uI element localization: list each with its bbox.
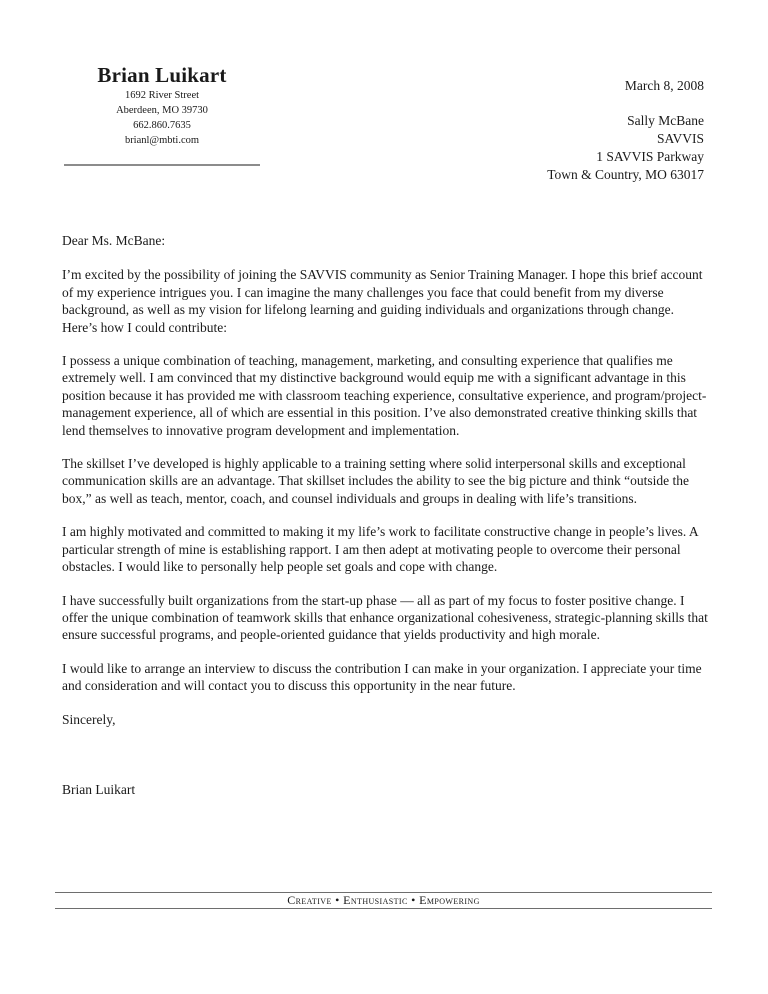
body-paragraph: I possess a unique combination of teaching, management, marketing, and consulting experience that qualifies me extremely well. I am convinced that my distinctive background would equip me with a significant advantage in this position because it has provided me with classroom teaching experience, consultative experience, and program/project-management experience, all of which are essential in this position. I’ve also demonstrated creative thinking skills that lend themselves to innovative program development and implementation.: [62, 353, 707, 438]
recipient-street: 1 SAVVIS Parkway: [596, 149, 704, 164]
body-paragraph: The skillset I’ve developed is highly applicable to a training setting where solid interpersonal skills and exceptional communication skills are an advantage. That skillset includes the ability to see the big picture and think “outside the box,” as well as teach, mentor, coach, and counsel individuals and groups in dealing with life’s transitions.: [62, 456, 689, 506]
recipient-block: [547, 112, 704, 184]
body-paragraph: I am highly motivated and committed to making it my life’s work to facilitate constructive change in people’s lives. A particular strength of mine is establishing rapport. I am then adept at motivating people to overcome their personal obstacles. I would like to personally help people set goals and cope with change.: [62, 524, 698, 575]
body-paragraph: I’m excited by the possibility of joining the SAVVIS community as Senior Training Manager. I hope this brief account of my experience intrigues you. I can imagine the many challenges you face that could benefit from my diverse background, as well as my vision for lifelong learning and guiding individuals and organizations through change. Here’s how I could contribute:: [62, 267, 703, 335]
recipient-company: SAVVIS: [656, 131, 704, 146]
recipient-city: Town & Country, MO 63017: [547, 167, 704, 182]
letter-body: [62, 232, 712, 798]
sender-city: Aberdeen, MO 39730: [116, 105, 208, 116]
body-paragraph: I would like to arrange an interview to discuss the contribution I can make in your organization. I appreciate your time and consideration and will contact you to discuss this opportunity in the near future.: [62, 660, 702, 694]
footer-tagline: Creative • Enthusiastic • Empowering: [287, 893, 480, 907]
footer-divider-bottom: [55, 908, 712, 909]
recipient-name: Sally McBane: [627, 113, 704, 128]
sender-phone: 662.860.7635: [133, 120, 191, 131]
letter-date: March 8, 2008: [624, 78, 704, 93]
salutation: Dear Ms. McBane:: [62, 233, 166, 248]
sender-email: brianl@mbti.com: [124, 135, 200, 146]
sender-block: [62, 62, 262, 148]
signature-name: Brian Luikart: [62, 781, 136, 797]
header-divider: [64, 164, 260, 166]
sender-name: Brian Luikart: [97, 63, 227, 87]
sender-street: 1692 River Street: [124, 90, 200, 101]
closing: Sincerely,: [62, 711, 116, 727]
body-paragraph: I have successfully built organizations from the start-up phase — all as part of my focus to foster positive change. I offer the unique combination of teamwork skills that enhance organizational cohesiveness, strategic-planning skills that ensure successful programs, and people-oriented guidance that yields productivity and high morale.: [62, 592, 708, 643]
